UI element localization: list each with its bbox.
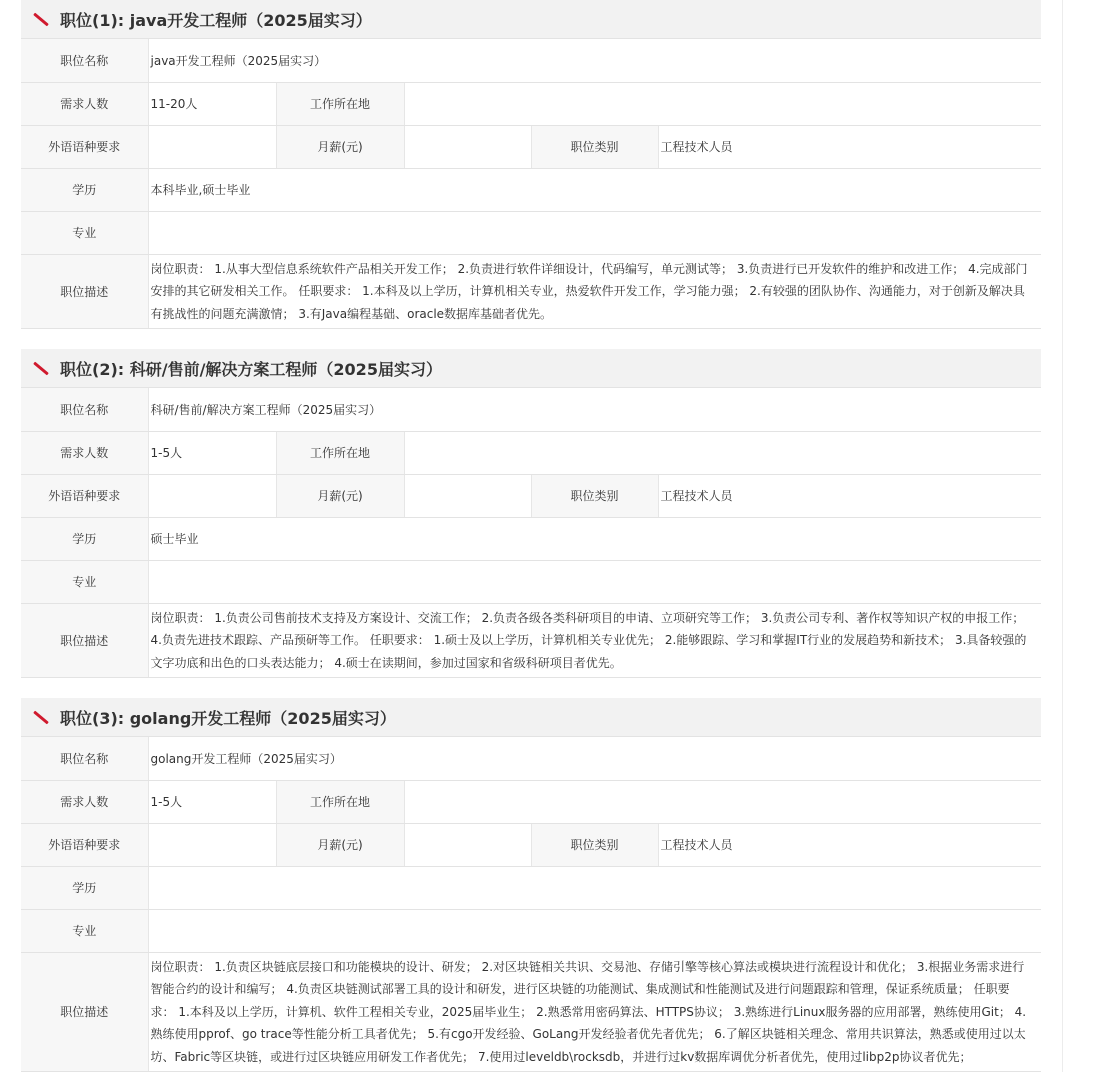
- position-header: [21, 0, 1041, 39]
- label-description: 职位描述: [21, 952, 148, 1072]
- label-location: 工作所在地: [276, 431, 404, 474]
- label-position-name: 职位名称: [21, 737, 148, 780]
- position-header: [21, 349, 1041, 388]
- value-major: [148, 909, 1041, 952]
- label-category: 职位类别: [531, 125, 658, 168]
- value-position-name: golang开发工程师（2025届实习）: [148, 737, 1041, 780]
- label-language: 外语语种要求: [21, 474, 148, 517]
- value-education: 本科毕业,硕士毕业: [148, 168, 1041, 211]
- position-header: [21, 698, 1041, 737]
- value-language: [148, 125, 276, 168]
- label-major: 专业: [21, 560, 148, 603]
- value-headcount: 1-5人: [148, 431, 276, 474]
- table-row: [21, 952, 1041, 1072]
- table-row: [21, 823, 1041, 866]
- label-category: 职位类别: [531, 474, 658, 517]
- value-description: 岗位职责： 1.从事大型信息系统软件产品相关开发工作； 2.负责进行软件详细设计，代码编写，单元测试等； 3.负责进行已开发软件的维护和改进工作； 4.完成部门安排的其它研发相关工作。 任职要求： 1.本科及以上学历，计算机相关专业，热爱软件开发工作，学习能力强； 2.有较强的团队协作、沟通能力，对于创新及解决具有挑战性的问题充满激情； 3.有Java编程基础、oracle数据库基础者优先。: [148, 254, 1041, 329]
- value-language: [148, 823, 276, 866]
- table-row: [21, 254, 1041, 329]
- table-row: [21, 866, 1041, 909]
- value-category: 工程技术人员: [658, 823, 1041, 866]
- label-headcount: 需求人数: [21, 82, 148, 125]
- value-location: [404, 82, 1041, 125]
- value-headcount: 1-5人: [148, 780, 276, 823]
- position-title: 职位(2): 科研/售前/解决方案工程师（2025届实习）: [60, 359, 442, 379]
- table-row: [21, 737, 1041, 780]
- label-headcount: 需求人数: [21, 431, 148, 474]
- value-language: [148, 474, 276, 517]
- table-row: [21, 168, 1041, 211]
- value-category: 工程技术人员: [658, 125, 1041, 168]
- label-language: 外语语种要求: [21, 125, 148, 168]
- label-location: 工作所在地: [276, 82, 404, 125]
- label-position-name: 职位名称: [21, 39, 148, 82]
- label-education: 学历: [21, 517, 148, 560]
- label-description: 职位描述: [21, 603, 148, 678]
- table-row: [21, 125, 1041, 168]
- value-headcount: 11-20人: [148, 82, 276, 125]
- position-detail-table: [21, 39, 1041, 329]
- value-description: 岗位职责： 1.负责公司售前技术支持及方案设计、交流工作； 2.负责各级各类科研项目的申请、立项研究等工作； 3.负责公司专利、著作权等知识产权的申报工作； 4.负责先进技术跟踪、产品预研等工作。 任职要求： 1.硕士及以上学历，计算机相关专业优先； 2.能够跟踪、学习和掌握IT行业的发展趋势和新技术； 3.具备较强的文字功底和出色的口头表达能力； 4.硕士在读期间，参加过国家和省级科研项目者优先。: [148, 603, 1041, 678]
- value-salary: [404, 125, 531, 168]
- position-title: 职位(3): golang开发工程师（2025届实习）: [60, 708, 396, 728]
- position-detail-table: [21, 388, 1041, 678]
- value-salary: [404, 823, 531, 866]
- table-row: [21, 82, 1041, 125]
- value-education: [148, 866, 1041, 909]
- position-section-3: [21, 698, 1041, 1072]
- value-location: [404, 431, 1041, 474]
- table-row: [21, 211, 1041, 254]
- label-salary: 月薪(元): [276, 823, 404, 866]
- label-location: 工作所在地: [276, 780, 404, 823]
- position-section-1: [21, 0, 1041, 329]
- table-row: [21, 909, 1041, 952]
- value-position-name: java开发工程师（2025届实习）: [148, 39, 1041, 82]
- table-row: [21, 39, 1041, 82]
- value-major: [148, 211, 1041, 254]
- label-education: 学历: [21, 168, 148, 211]
- value-position-name: 科研/售前/解决方案工程师（2025届实习）: [148, 388, 1041, 431]
- value-location: [404, 780, 1041, 823]
- label-major: 专业: [21, 909, 148, 952]
- table-row: [21, 517, 1041, 560]
- table-row: [21, 603, 1041, 678]
- pencil-icon: [31, 360, 47, 376]
- label-category: 职位类别: [531, 823, 658, 866]
- label-salary: 月薪(元): [276, 125, 404, 168]
- value-description: 岗位职责： 1.负责区块链底层接口和功能模块的设计、研发； 2.对区块链相关共识、交易池、存储引擎等核心算法或模块进行流程设计和优化； 3.根据业务需求进行智能合约的设计和编写； 4.负责区块链测试部署工具的设计和研发，进行区块链的功能测试、集成测试和性能测试及进行问题跟踪和管理，保证系统质量； 任职要求： 1.本科及以上学历，计算机、软件工程相关专业，2025届毕业生； 2.熟悉常用密码算法、HTTPS协议； 3.熟练进行Linux服务器的应用部署，熟练使用Git； 4.熟练使用pprof、go trace等性能分析工具者优先； 5.有cgo开发经验、GoLang开发经验者优先者优先； 6.了解区块链相关理念、常用共识算法，熟悉或使用过以太坊、Fabric等区块链，或进行过区块链应用研发工作者优先； 7.使用过leveldb\rocksdb，并进行过kv数据库调优分析者优先，使用过libp2p协议者优先；: [148, 952, 1041, 1072]
- value-salary: [404, 474, 531, 517]
- position-detail-table: [21, 737, 1041, 1072]
- label-salary: 月薪(元): [276, 474, 404, 517]
- page-divider: [1062, 0, 1063, 1072]
- table-row: [21, 388, 1041, 431]
- position-section-2: [21, 349, 1041, 678]
- table-row: [21, 474, 1041, 517]
- label-headcount: 需求人数: [21, 780, 148, 823]
- table-row: [21, 780, 1041, 823]
- positions-list: [21, 0, 1041, 1092]
- table-row: [21, 560, 1041, 603]
- value-category: 工程技术人员: [658, 474, 1041, 517]
- label-description: 职位描述: [21, 254, 148, 329]
- pencil-icon: [31, 11, 47, 27]
- label-major: 专业: [21, 211, 148, 254]
- pencil-icon: [31, 709, 47, 725]
- label-position-name: 职位名称: [21, 388, 148, 431]
- position-title: 职位(1): java开发工程师（2025届实习）: [60, 10, 372, 30]
- value-education: 硕士毕业: [148, 517, 1041, 560]
- table-row: [21, 431, 1041, 474]
- label-education: 学历: [21, 866, 148, 909]
- value-major: [148, 560, 1041, 603]
- label-language: 外语语种要求: [21, 823, 148, 866]
